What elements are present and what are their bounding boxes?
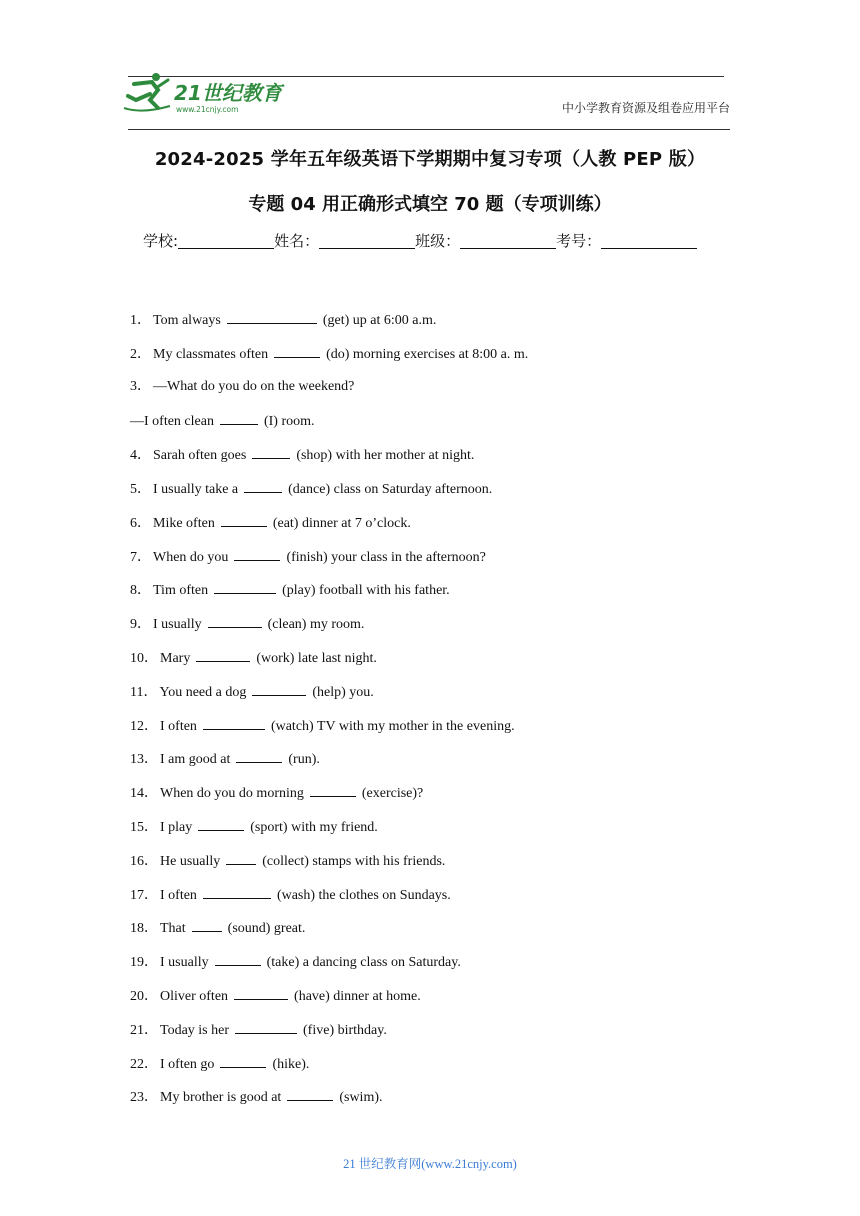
question-number: 2． xyxy=(130,346,151,362)
question-number: 10． xyxy=(130,650,158,666)
question-hint: (have) dinner at home. xyxy=(294,988,421,1004)
question-number: 3． xyxy=(130,378,151,394)
question-item xyxy=(130,917,750,951)
question-number: 6． xyxy=(130,515,151,531)
question-text: When do you do morning xyxy=(160,786,304,802)
question-item xyxy=(130,579,750,613)
question-number: 9． xyxy=(130,617,151,633)
name-blank xyxy=(319,232,415,249)
logo-text: 21世纪教育 xyxy=(174,81,282,105)
answer-blank[interactable] xyxy=(215,951,261,966)
question-hint: (collect) stamps with his friends. xyxy=(262,853,446,869)
question-text: You need a dog xyxy=(159,684,247,700)
question-hint: (clean) my room. xyxy=(267,617,365,633)
question-hint: (run). xyxy=(288,752,320,768)
question-number: 5． xyxy=(130,481,151,497)
question-number: 17． xyxy=(130,887,158,903)
question-number: 19． xyxy=(130,955,158,971)
question-hint: (help) you. xyxy=(312,684,374,700)
question-item xyxy=(130,343,750,377)
question-text: —What do you do on the weekend? xyxy=(153,378,355,394)
question-item xyxy=(130,478,750,512)
name-label: 姓名： xyxy=(274,232,320,250)
answer-blank[interactable] xyxy=(203,884,271,899)
question-list xyxy=(130,309,750,1120)
question-number: 16． xyxy=(130,853,158,869)
question-hint: (I) room. xyxy=(263,414,315,430)
exam-no-blank xyxy=(601,232,697,249)
question-hint: (eat) dinner at 7 o’clock. xyxy=(272,515,411,531)
question-number: 18． xyxy=(130,921,158,937)
question-item xyxy=(130,613,750,647)
question-hint: (do) morning exercises at 8:00 a. m. xyxy=(326,346,529,362)
answer-blank[interactable] xyxy=(235,1019,297,1034)
header-rule-bottom xyxy=(128,129,730,130)
question-text: I am good at xyxy=(160,752,231,768)
question-hint: (five) birthday. xyxy=(303,1022,387,1038)
student-info-line xyxy=(143,230,697,251)
question-number: 11． xyxy=(130,684,158,700)
question-item xyxy=(130,309,750,343)
question-hint: (take) a dancing class on Saturday. xyxy=(266,955,461,971)
question-hint: (play) football with his father. xyxy=(282,583,450,599)
school-blank xyxy=(178,232,274,249)
school-label: 学校: xyxy=(143,232,179,250)
answer-blank[interactable] xyxy=(244,478,282,493)
question-text: I often xyxy=(160,887,197,903)
document-title: 2024-2025 学年五年级英语下学期期中复习专项（人教 PEP 版） xyxy=(154,149,706,170)
question-item xyxy=(130,647,750,681)
answer-blank[interactable] xyxy=(252,681,306,696)
question-item xyxy=(130,1086,750,1120)
question-text: Oliver often xyxy=(160,988,229,1004)
answer-blank[interactable] xyxy=(234,546,280,561)
page-footer: 21 世纪教育网(www.21cnjy.com) xyxy=(343,1157,517,1171)
question-text: Tim often xyxy=(153,583,209,599)
question-item xyxy=(130,546,750,580)
question-item xyxy=(130,985,750,1019)
question-item xyxy=(130,1053,750,1087)
question-text: When do you xyxy=(153,549,229,565)
answer-blank[interactable] xyxy=(203,715,265,730)
question-text: I usually xyxy=(160,955,209,971)
site-logo xyxy=(122,70,292,116)
question-number: 14． xyxy=(130,786,158,802)
question-item xyxy=(130,377,750,411)
question-number: 23． xyxy=(130,1090,158,1106)
answer-blank[interactable] xyxy=(208,613,262,628)
question-number: 20． xyxy=(130,988,158,1004)
question-text: Sarah often goes xyxy=(153,448,247,464)
question-number: 8． xyxy=(130,583,151,599)
question-item xyxy=(130,850,750,884)
question-hint: (hike). xyxy=(272,1056,310,1072)
answer-blank[interactable] xyxy=(220,410,258,425)
question-hint: (wash) the clothes on Sundays. xyxy=(276,887,451,903)
answer-blank[interactable] xyxy=(252,444,290,459)
question-item xyxy=(130,951,750,985)
answer-blank[interactable] xyxy=(274,343,320,358)
exam-no-label: 考号： xyxy=(556,232,602,250)
question-text: I usually xyxy=(153,617,202,633)
answer-blank[interactable] xyxy=(220,1053,266,1068)
header-tagline: 中小学教育资源及组卷应用平台 xyxy=(561,101,730,115)
question-item xyxy=(130,884,750,918)
runner-icon xyxy=(124,73,170,111)
question-text: I often xyxy=(160,718,197,734)
question-text: Tom always xyxy=(153,313,221,328)
question-text: I often go xyxy=(160,1056,215,1072)
question-text: That xyxy=(160,921,186,937)
answer-blank[interactable] xyxy=(226,850,256,865)
question-text: Mike often xyxy=(153,515,215,531)
answer-blank[interactable] xyxy=(310,782,356,797)
question-hint: (work) late last night. xyxy=(256,650,377,666)
question-text: Today is her xyxy=(160,1022,230,1038)
answer-blank[interactable] xyxy=(221,512,267,527)
question-text: He usually xyxy=(160,853,221,869)
question-number: 13． xyxy=(130,752,158,768)
question-item xyxy=(130,512,750,546)
question-hint: (finish) your class in the afternoon? xyxy=(286,549,486,565)
answer-blank[interactable] xyxy=(234,985,288,1000)
question-item xyxy=(130,444,750,478)
answer-blank[interactable] xyxy=(192,917,222,932)
question-number: 7． xyxy=(130,549,151,565)
document-subtitle: 专题 04 用正确形式填空 70 题（专项训练） xyxy=(248,194,612,215)
question-number: 1． xyxy=(130,313,151,328)
question-number: 22． xyxy=(130,1056,158,1072)
question-number: 4． xyxy=(130,448,151,464)
question-text: —I often clean xyxy=(130,414,214,430)
question-number: 15． xyxy=(130,819,158,835)
question-text: My classmates often xyxy=(153,346,269,362)
question-item xyxy=(130,782,750,816)
question-hint: (shop) with her mother at night. xyxy=(296,448,475,464)
question-text: My brother is good at xyxy=(160,1090,282,1106)
answer-blank[interactable] xyxy=(198,816,244,831)
answer-blank[interactable] xyxy=(236,748,282,763)
logo-url: www.21cnjy.com xyxy=(176,105,239,114)
answer-blank[interactable] xyxy=(214,579,276,594)
page-header xyxy=(0,0,860,140)
question-hint: (dance) class on Saturday afternoon. xyxy=(288,481,493,497)
question-hint: (exercise)? xyxy=(361,786,424,802)
question-hint: (sport) with my friend. xyxy=(250,819,378,835)
question-text: I play xyxy=(160,819,193,835)
question-item xyxy=(130,410,750,444)
question-item xyxy=(130,748,750,782)
question-hint: (get) up at 6:00 a.m. xyxy=(322,313,437,328)
question-number: 21． xyxy=(130,1022,158,1038)
class-label: 班级： xyxy=(415,232,461,250)
question-hint: (watch) TV with my mother in the evening. xyxy=(270,718,515,734)
question-text: I usually take a xyxy=(153,481,239,497)
question-item xyxy=(130,715,750,749)
question-number: 12． xyxy=(130,718,158,734)
question-item xyxy=(130,1019,750,1053)
answer-blank[interactable] xyxy=(227,309,317,324)
question-item xyxy=(130,681,750,715)
question-hint: (sound) great. xyxy=(227,921,306,937)
question-item xyxy=(130,816,750,850)
answer-blank[interactable] xyxy=(287,1086,333,1101)
question-text: Mary xyxy=(160,650,191,666)
question-hint: (swim). xyxy=(339,1090,383,1106)
answer-blank[interactable] xyxy=(196,647,250,662)
class-blank xyxy=(460,232,556,249)
